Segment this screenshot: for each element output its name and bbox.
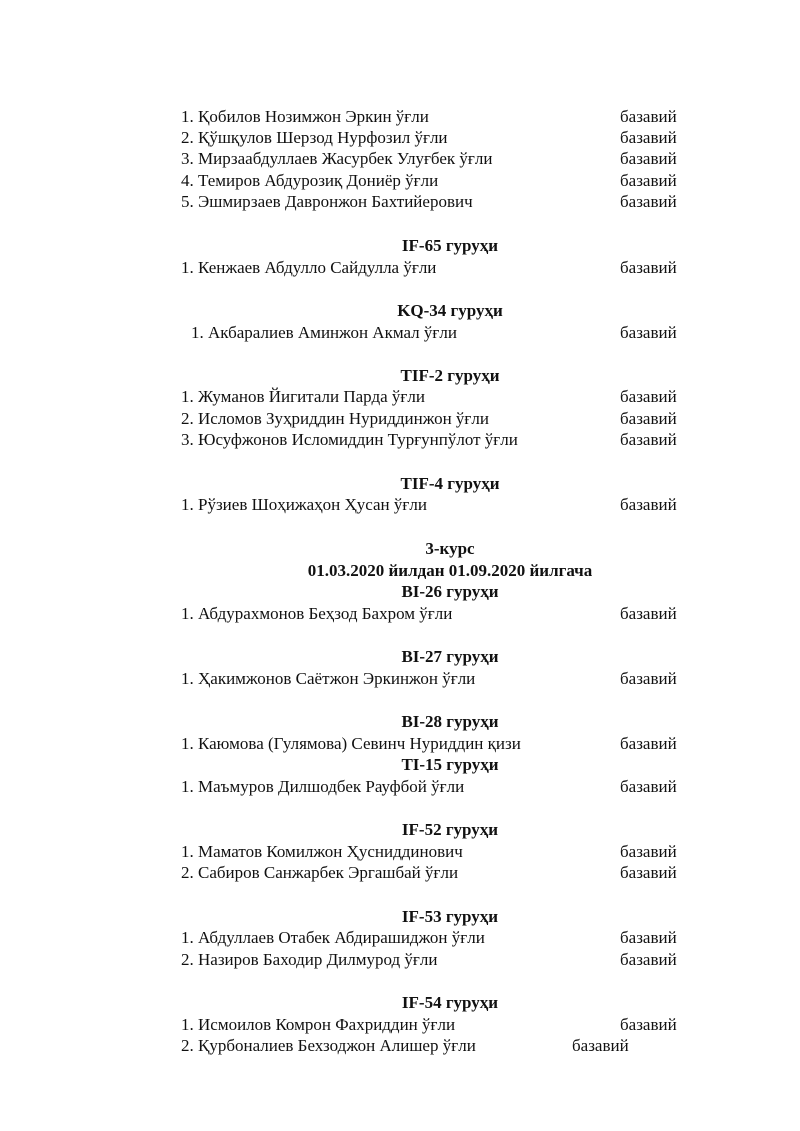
group-heading: IF-52 гуруҳи [401,820,499,839]
study-level: базавий [620,323,677,342]
list-item [0,927,800,949]
study-level: базавий [572,1036,629,1055]
study-level: базавий [620,950,677,969]
list-item [0,322,800,344]
study-level: базавий [620,842,677,861]
study-level: базавий [620,777,677,796]
study-level: базавий [620,387,677,406]
student-name: 1. Абдуллаев Отабек Абдирашиджон ўғли [181,928,485,947]
student-name: 2. Қўшқулов Шерзод Нурфозил ўғли [181,128,448,147]
student-name: 1. Маъмуров Дилшодбек Рауфбой ўғли [181,777,465,796]
list-item [0,494,800,516]
group-heading: IF-65 гуруҳи [401,236,499,255]
course-heading: 3-курс [425,539,475,558]
list-item [0,148,800,170]
study-level: базавий [620,409,677,428]
list-item [0,1014,800,1036]
student-name: 4. Темиров Абдурозиқ Дониёр ўғли [181,171,439,190]
list-item [0,862,800,884]
group-heading: KQ-34 гуруҳи [397,301,503,320]
list-item [0,386,800,408]
student-name: 2. Назиров Баходир Дилмурод ўғли [181,950,438,969]
student-name: 1. Абдурахмонов Беҳзод Бахром ўғли [181,604,453,623]
study-level: базавий [620,604,677,623]
study-level: базавий [620,171,677,190]
group-heading: TIF-4 гуруҳи [400,474,500,493]
list-item [0,949,800,971]
student-name: 1. Жуманов Йигитали Парда ўғли [181,387,425,406]
study-level: базавий [620,128,677,147]
group-heading: TI-15 гуруҳи [401,755,499,774]
student-name: 1. Акбаралиев Аминжон Акмал ўғли [191,323,457,342]
student-name: 2. Сабиров Санжарбек Эргашбай ўғли [181,863,459,882]
student-name: 3. Юсуфжонов Исломиддин Турғунпўлот ўғли [181,430,518,449]
study-level: базавий [620,107,677,126]
student-name: 1. Исмоилов Комрон Фахриддин ўғли [181,1015,456,1034]
student-name: 1. Кенжаев Абдулло Сайдулла ўғли [181,258,437,277]
study-level: базавий [620,258,677,277]
list-item [0,776,800,798]
list-item [0,733,800,755]
period-heading: 01.03.2020 йилдан 01.09.2020 йилгача [307,561,593,580]
group-heading: TIF-2 гуруҳи [400,366,500,385]
study-level: базавий [620,734,677,753]
student-name: 1. Қобилов Нозимжон Эркин ўғли [181,107,429,126]
student-name: 1. Каюмова (Гулямова) Севинч Нуриддин қизи [181,734,521,753]
list-item [0,841,800,863]
study-level: базавий [620,863,677,882]
study-level: базавий [620,1015,677,1034]
list-item [0,603,800,625]
list-item [0,429,800,451]
group-heading: BI-26 гуруҳи [401,582,499,601]
study-level: базавий [620,430,677,449]
list-item [0,1035,800,1057]
student-name: 2. Исломов Зуҳриддин Нуриддинжон ўғли [181,409,489,428]
group-heading: BI-28 гуруҳи [401,712,499,731]
list-item [0,191,800,213]
list-item [0,106,800,128]
study-level: базавий [620,495,677,514]
group-heading: IF-53 гуруҳи [401,907,499,926]
list-item [0,127,800,149]
student-name: 3. Мирзаабдуллаев Жасурбек Улуғбек ўғли [181,149,493,168]
group-heading: BI-27 гуруҳи [401,647,499,666]
list-item [0,408,800,430]
group-heading: IF-54 гуруҳи [401,993,499,1012]
study-level: базавий [620,149,677,168]
student-name: 1. Рўзиев Шоҳижаҳон Ҳусан ўғли [181,495,427,514]
list-item [0,257,800,279]
student-name: 1. Ҳакимжонов Саётжон Эркинжон ўғли [181,669,476,688]
list-item [0,668,800,690]
student-name: 5. Эшмирзаев Давронжон Бахтийерович [181,192,473,211]
study-level: базавий [620,192,677,211]
study-level: базавий [620,928,677,947]
list-item [0,170,800,192]
student-name: 2. Қурбоналиев Бехзоджон Алишер ўғли [181,1036,476,1055]
study-level: базавий [620,669,677,688]
student-name: 1. Маматов Комилжон Ҳусниддинович [181,842,463,861]
